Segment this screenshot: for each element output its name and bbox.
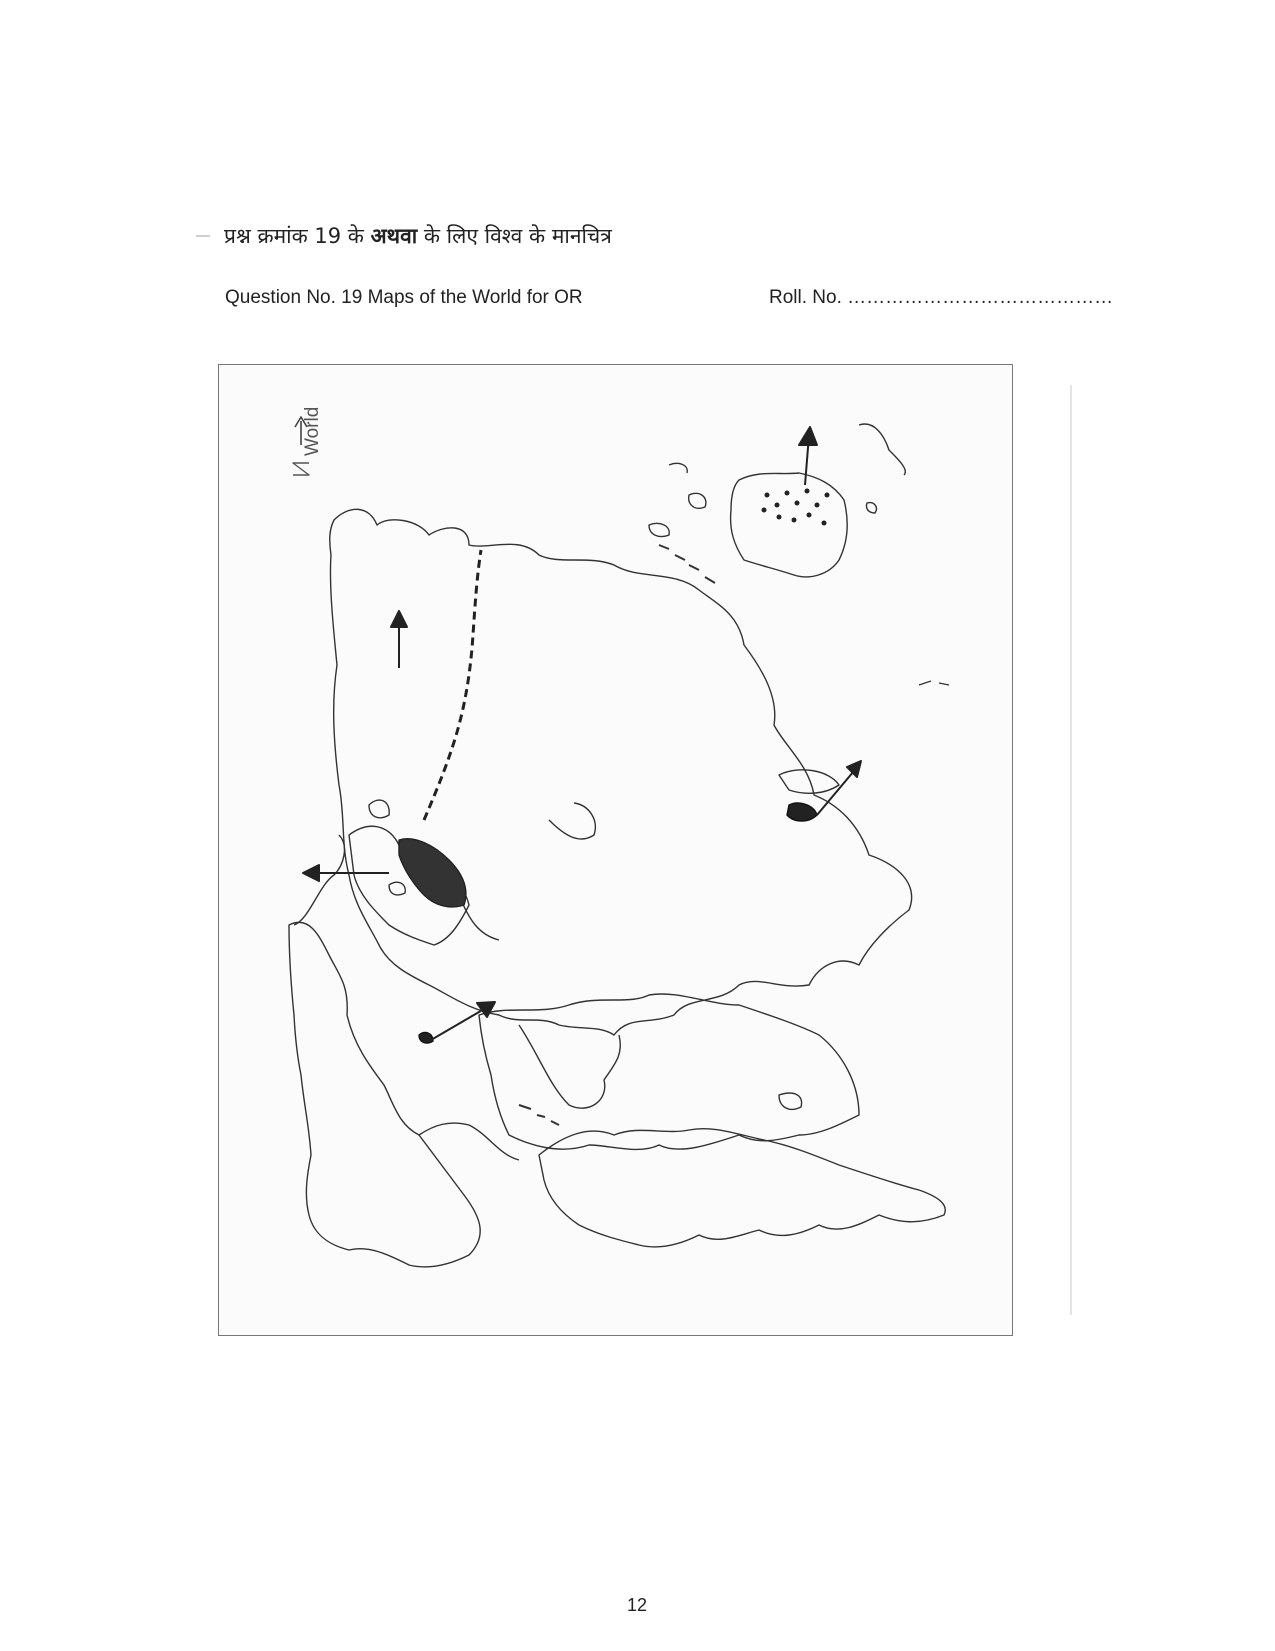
scan-artifact bbox=[196, 235, 210, 237]
scan-edge-line bbox=[1070, 385, 1072, 1315]
north-america-outline bbox=[289, 922, 480, 1267]
australia-outline bbox=[731, 473, 848, 577]
hindi-heading-part2: के लिए विश्व के मानचित्र bbox=[417, 224, 612, 248]
map-label-text: World bbox=[302, 406, 323, 456]
page-number: 12 bbox=[627, 1595, 648, 1615]
shaded-region-africa bbox=[787, 803, 817, 821]
world-map bbox=[218, 364, 1013, 1336]
hindi-heading-bold: अथवा bbox=[370, 224, 418, 248]
pointer-arrow-icon bbox=[303, 427, 861, 1040]
shaded-region-europe bbox=[399, 839, 466, 907]
shaded-region-south-america bbox=[419, 1033, 433, 1043]
world-map-drawing bbox=[219, 365, 1014, 1337]
hindi-heading bbox=[224, 222, 612, 250]
hindi-heading-part1: प्रश्न क्रमांक 19 के bbox=[224, 224, 371, 248]
trans-route-dashed bbox=[424, 550, 481, 820]
map-title-world bbox=[302, 407, 324, 456]
eurasia-outline bbox=[330, 509, 912, 1035]
question-label: Question No. 19 Maps of the World for OR bbox=[225, 287, 583, 308]
roll-number-field[interactable]: Roll. No. …………………………………… bbox=[769, 287, 1114, 308]
dotted-region-australia bbox=[762, 489, 830, 526]
